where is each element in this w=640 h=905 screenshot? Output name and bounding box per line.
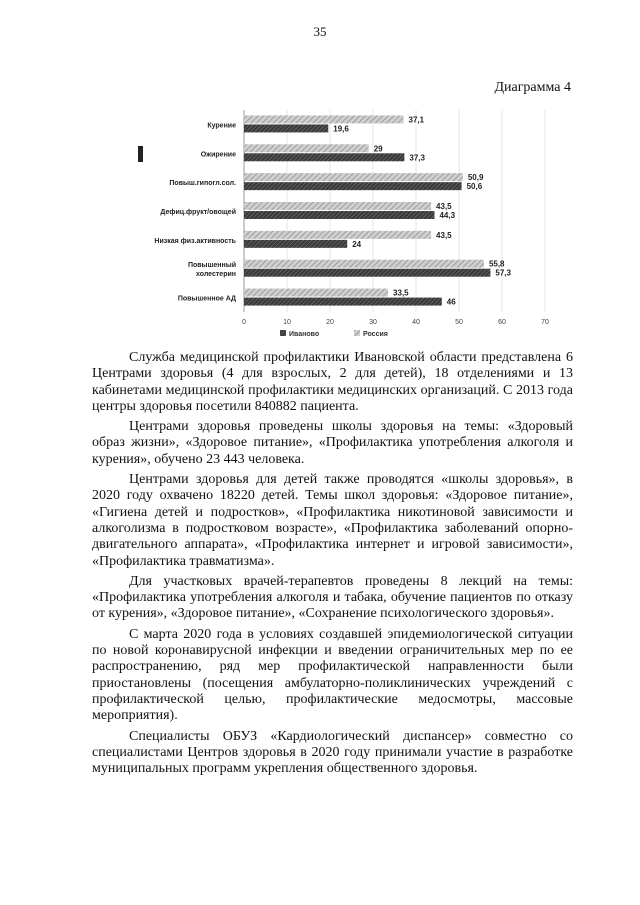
data-label: 44,3 [439, 211, 456, 220]
category-label: Повышенный [187, 262, 236, 270]
x-tick-label: 10 [283, 319, 291, 326]
x-tick-label: 30 [369, 319, 377, 326]
category-label: Низкая физ.активность [154, 237, 236, 245]
x-tick-label: 0 [242, 319, 246, 326]
paragraph-4: Для участковых врачей-терапевтов проведены 8 лекций на темы: «Профилактика употребления алкоголя и табака, обучение пациентов по отказу от курения», «Здоровое питание», «Сохранение психологического здоровья». [92, 573, 573, 622]
page-number: 35 [313, 24, 327, 39]
bar-russia [244, 231, 431, 239]
bar-ivanovo [244, 153, 404, 161]
data-label: 24 [352, 239, 362, 249]
bar-russia [244, 260, 484, 268]
legend-label: Россия [363, 331, 388, 338]
bar-ivanovo [244, 182, 462, 190]
diagram-label: Диаграмма 4 [494, 80, 571, 95]
data-label: 43,5 [436, 230, 452, 240]
bar-ivanovo [244, 124, 328, 132]
bar-ivanovo [244, 298, 442, 306]
paragraph-3: Центрами здоровья для детей также проводятся «школы здоровья», в 2020 году охвачено 18220 детей. Темы школ здоровья: «Здоровое питание», «Гигиена детей и подростков», «Профилактика никотиновой зависимости и алкоголизма в подростковом возрасте», «Профилактика заболеваний опорно-двигательного аппарата», «Профилактика интернет и игровой зависимости», «Профилактика травматизма». [92, 472, 573, 569]
data-label: 33,5 [393, 288, 409, 298]
body-text [92, 350, 573, 781]
data-label: 57,3 [495, 268, 511, 278]
data-label: 37,1 [408, 115, 425, 125]
bar-ivanovo [244, 269, 490, 277]
data-label: 19,6 [333, 124, 349, 134]
data-label: 50,6 [466, 182, 483, 192]
category-label: Повыш.гипогл.сол. [169, 180, 236, 188]
bar-chart [0, 0, 640, 360]
data-label: 29 [373, 144, 383, 154]
paragraph-2: Центрами здоровья проведены школы здоровья на темы: «Здоровый образ жизни», «Здоровое питание», «Профилактика употребления алкоголя и курения», обучено 23 443 человека. [92, 419, 573, 467]
bar-ivanovo [244, 211, 434, 219]
data-label: 43,5 [436, 202, 452, 211]
bar-russia [244, 173, 463, 181]
paragraph-5: С марта 2020 года в условиях создавшей эпидемиологической ситуации по новой коронавирусной инфекции и введении ограничительных мер по ее распространению, ряд мер профилактической направленности были приостановлены (посещения амбулаторно-поликлинических учреждений с профилактической целью, профилактические медосмотры, массовые мероприятия). [92, 626, 573, 724]
x-tick-label: 20 [326, 319, 334, 326]
legend-label: Иваново [289, 331, 320, 338]
category-label: Повышенное АД [177, 295, 236, 303]
category-label: Дефиц.фрукт/овощей [160, 209, 236, 216]
bar-russia [244, 289, 388, 297]
data-label: 37,3 [409, 153, 425, 163]
category-label: Курение [207, 122, 236, 130]
bar-russia [244, 202, 431, 210]
x-tick-label: 60 [498, 319, 506, 326]
category-label: Ожирение [200, 151, 236, 159]
category-label: холестерин [196, 271, 236, 279]
data-label: 55,8 [488, 259, 505, 269]
bar-russia [244, 144, 369, 152]
legend-swatch [354, 330, 360, 336]
bar-russia [244, 115, 404, 123]
x-tick-label: 40 [412, 319, 420, 326]
paragraph-1: Служба медицинской профилактики Ивановской области представлена 6 Центрами здоровья (4 для взрослых, 2 для детей), 18 отделениями и 13 кабинетами медицинской профилактики медицинских организаций. С 2013 года центры здоровья посетили 840882 пациента. [92, 350, 573, 414]
x-tick-label: 70 [541, 319, 549, 326]
data-label: 50,9 [467, 173, 484, 183]
x-tick-label: 50 [455, 319, 463, 326]
paragraph-6: Специалисты ОБУЗ «Кардиологический диспансер» совместно со специалистами Центров здоровья в 2020 году принимали участие в разработке муниципальных программ укрепления общественного здоровья. [92, 728, 573, 777]
bar-ivanovo [244, 240, 347, 248]
data-label: 46 [446, 297, 456, 307]
legend-swatch [280, 330, 286, 336]
